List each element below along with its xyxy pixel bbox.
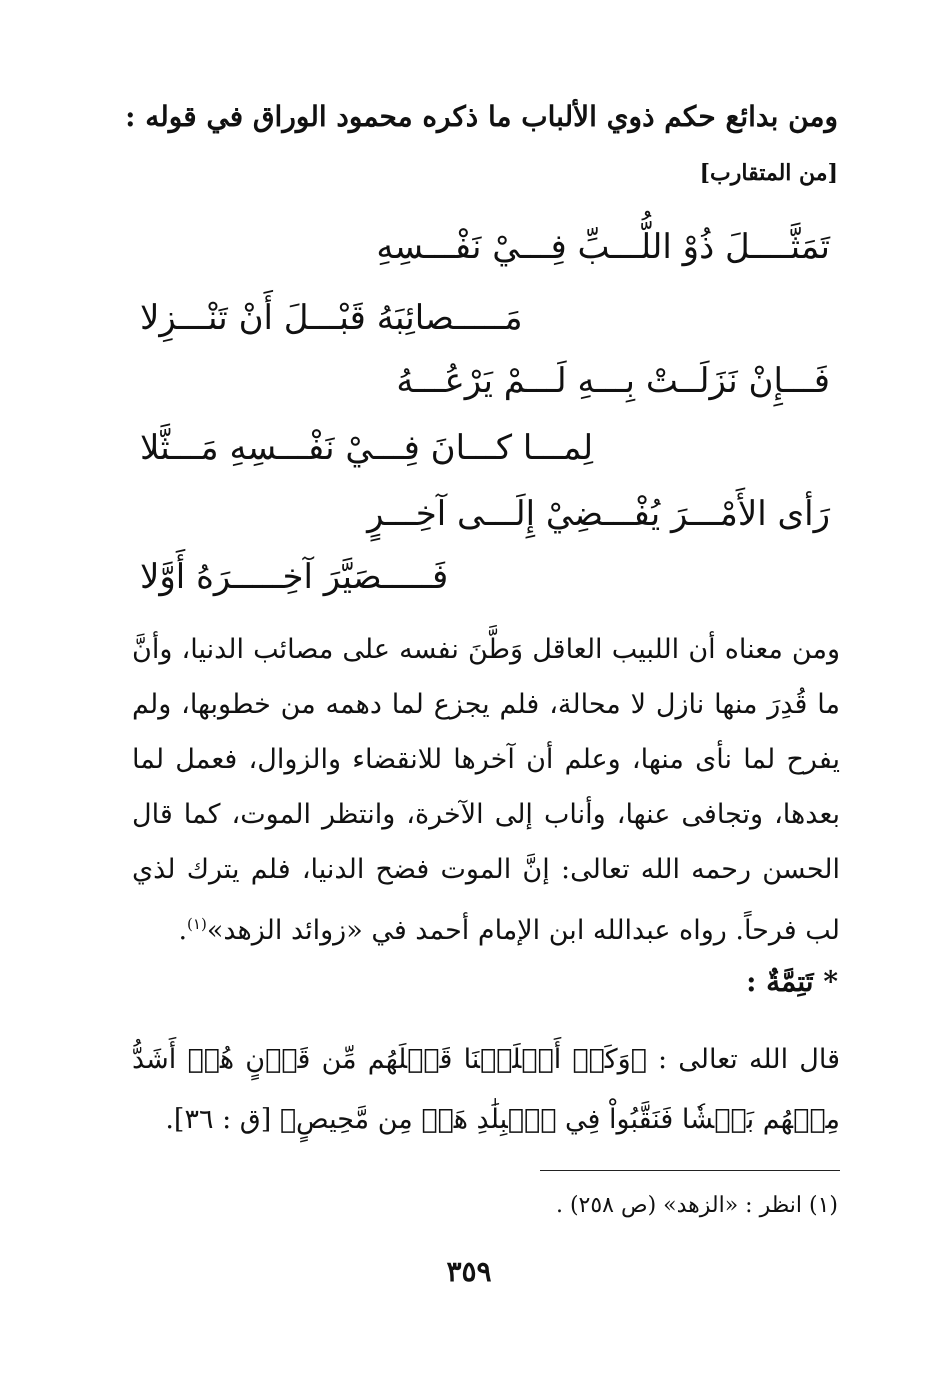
poem-verse-4: لِمـــا كـــانَ فِـــيْ نَفْـــسِهِ مَـــثَّلا [140,428,594,468]
quran-quote [132,1030,840,1150]
page-number: ٣٥٩ [446,1255,492,1288]
poem-verse-6: فَـــــصَيَّرَ آخِـــــرَهُ أَوَّلا [140,557,449,597]
commentary-paragraph [132,622,840,958]
poem-verse-2: مَـــــصائِبَهُ قَبْـــلَ أَنْ تَنْـــزِلا [140,298,523,338]
commentary-text: ومن معناه أن اللبيب العاقل وَطَّنَ نفسه على مصائب الدنيا، وأنَّ ما قُدِرَ منها نازل لا محالة، فلم يجزع لما دهمه من خطوبها، ولم يفرح لما نأى منها، وعلم أن آخرها للانقضاء والزوال، فعمل لما بعدها، وتجافى عنها، وأناب إلى الآخرة، وانتظر الموت، كما قال الحسن رحمه الله تعالى: إنَّ الموت فضح الدنيا، فلم يترك لذي لب فرحاً. رواه عبدالله ابن الإمام أحمد في «زوائد الزهد» [132,634,840,946]
section-heading: * تَتِمَّةٌ : [746,965,838,998]
quran-reference: [ق : ٣٦]. [165,1104,272,1135]
footnote: (١) انظر : «الزهد» (ص ٢٥٨) . [555,1193,838,1218]
poem-verse-5: رَأى الأَمْـــرَ يُفْـــضِيْ إِلَـــى آخِـــرٍ [367,494,830,534]
footnote-divider [540,1170,840,1171]
intro-line: ومن بدائع حكم ذوي الألباب ما ذكره محمود الوراق في قوله : [125,100,838,133]
poem-meter-label: [من المتقارب] [699,160,838,186]
poem-verse-3: فَـــإِنْ نَزَلَــتْ بِـــهِ لَـــمْ يَرْعُـــهُ [396,361,830,401]
poem-verse-1: تَمَثَّــــلَ ذُوْ اللُّـــبِّ فِـــيْ نَفْـــسِهِ [376,227,830,267]
commentary-end: . [178,915,188,946]
quran-verse: ﴿وَكَمۡ أَهۡلَكۡنَا قَبۡلَهُم مِّن قَرۡنٍ هُمۡ أَشَدُّ مِنۡهُم بَطۡشٗا فَنَقَّبُواْ فِي ٱلۡبِلَٰدِ هَلۡ مِن مَّحِيصٍ﴾ [132,1044,840,1135]
quran-intro: قال الله تعالى : [658,1044,840,1075]
footnote-marker: (١) [187,915,207,933]
